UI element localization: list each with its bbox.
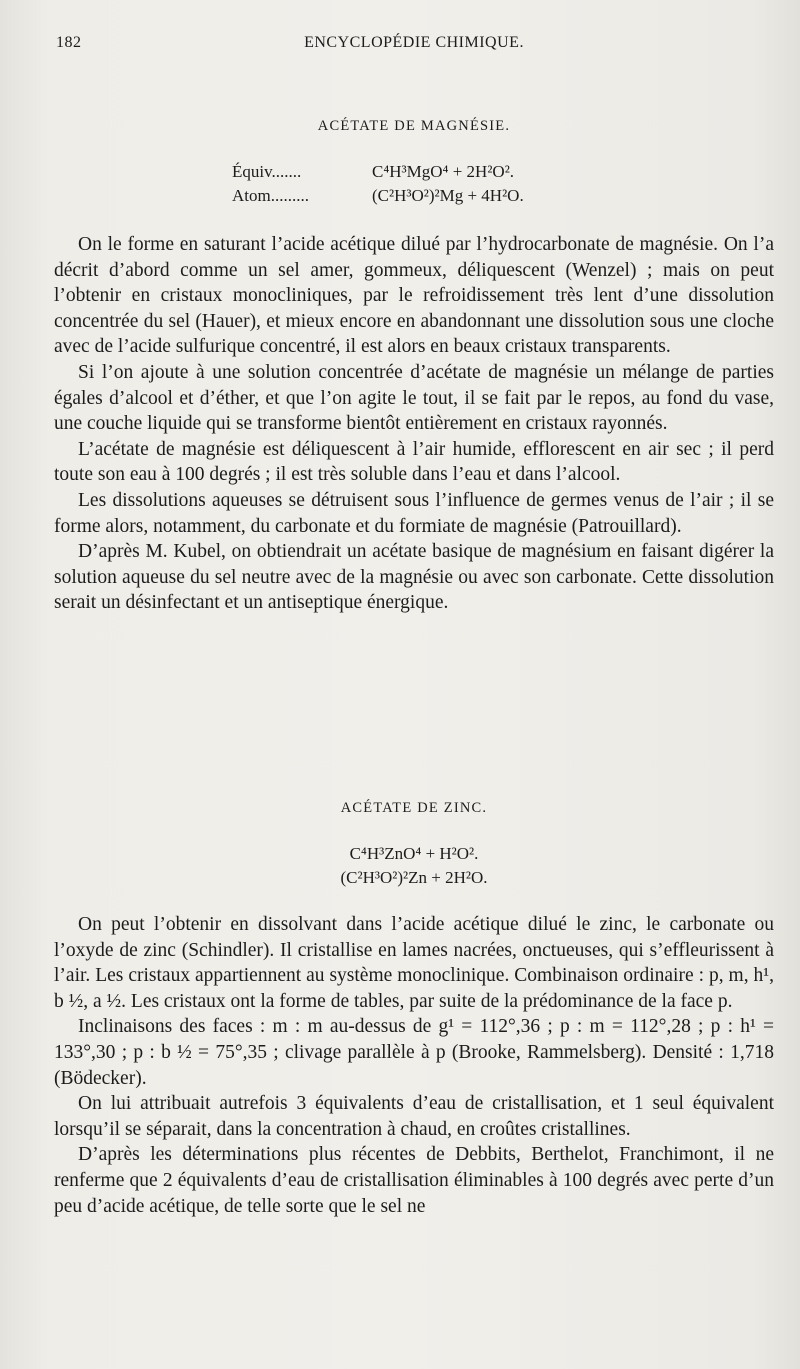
formula-table-magnesie <box>232 160 524 208</box>
formula-label: Équiv....... <box>232 162 302 181</box>
paragraph: Les dissolutions aqueuses se détruisent sous l’influence de germes venus de l’air ; il se forme alors, notamment, du carbonate et du formiate de magnésie (Patrouillard). <box>54 489 774 537</box>
paragraph: Inclinaisons des faces : m : m au-dessus de g¹ = 112°,36 ; p : m = 112°,28 ; p : h¹ = 133°,30 ; p : b ½ = 75°,35 ; clivage parallèle à p (Brooke, Rammelsberg). Densité : 1,718 (Bödecker). <box>54 1016 774 1089</box>
paragraph: Si l’on ajoute à une solution concentrée d’acétate de magnésie un mélange de parties égales d’alcool et d’éther, et que l’on agite le tout, il se fait par le repos, au fond du vase, une couche liquide qui se transforme bientôt entièrement en cristaux rayonnés. <box>54 361 774 435</box>
formula-label: Atom......... <box>232 186 309 205</box>
body-text-zinc <box>54 912 774 1219</box>
paragraph: D’après les déterminations plus récentes de Debbits, Berthelot, Franchimont, il ne renferme que 2 équivalents d’eau de cristallisation éliminables à 100 degrés avec perte d’un peu d’acide acétique, de telle sorte que le sel ne <box>54 1144 774 1217</box>
paragraph: On lui attribuait autrefois 3 équivalents d’eau de cristallisation, et 1 seul équivalent lorsqu’il se séparait, dans la concentration à chaud, en croûtes cristallines. <box>54 1093 774 1140</box>
page-header <box>56 34 772 58</box>
formula-equiv: C⁴H³ZnO⁴ + H²O². <box>349 844 479 863</box>
formula-row-atom <box>232 184 524 208</box>
formula-block-zinc <box>54 842 774 890</box>
section-title-magnesie: ACÉTATE DE MAGNÉSIE. <box>317 118 511 134</box>
section-title-zinc: ACÉTATE DE ZINC. <box>340 800 488 816</box>
formula-value: C⁴H³MgO⁴ + 2H²O². <box>372 162 515 181</box>
formula-atom: (C²H³O²)²Zn + 2H²O. <box>340 868 488 887</box>
paragraph: On le forme en saturant l’acide acétique dilué par l’hydrocarbonate de magnésie. On l’a décrit d’abord comme un sel amer, gommeux, déliquescent (Wenzel) ; mais on peut l’obtenir en cristaux monocliniques, par le refroidissement très lent d’une dissolution concentrée du sel (Hauer), et mieux encore en abandonnant une dissolution sous une cloche avec de l’acide sulfurique concentré, il est alors en beaux cristaux transparents. <box>54 234 774 358</box>
paragraph: D’après M. Kubel, on obtiendrait un acétate basique de magnésium en faisant digérer la solution aqueuse du sel neutre avec de la magnésie ou avec son carbonate. Cette dissolution serait un désinfectant et un antiseptique énergique. <box>54 541 774 614</box>
body-text-magnesie <box>54 232 774 616</box>
formula-row-equiv <box>232 160 524 184</box>
formula-value: (C²H³O²)²Mg + 4H²O. <box>372 186 524 205</box>
paragraph: On peut l’obtenir en dissolvant dans l’acide acétique dilué le zinc, le carbonate ou l’oxyde de zinc (Schindler). Il cristallise en lames nacrées, onctueuses, qui s’effleurissent à l’air. Les cristaux appartiennent au système monoclinique. Combinaison ordinaire : p, m, h¹, b ½, a ½. Les cristaux ont la forme de tables, par suite de la prédominance de la face p. <box>54 914 774 1012</box>
paragraph: L’acétate de magnésie est déliquescent à l’air humide, efflorescent en air sec ; il perd toute son eau à 100 degrés ; il est très soluble dans l’eau et dans l’alcool. <box>54 438 774 486</box>
page-number: 182 <box>56 34 82 51</box>
running-title: ENCYCLOPÉDIE CHIMIQUE. <box>304 34 524 51</box>
